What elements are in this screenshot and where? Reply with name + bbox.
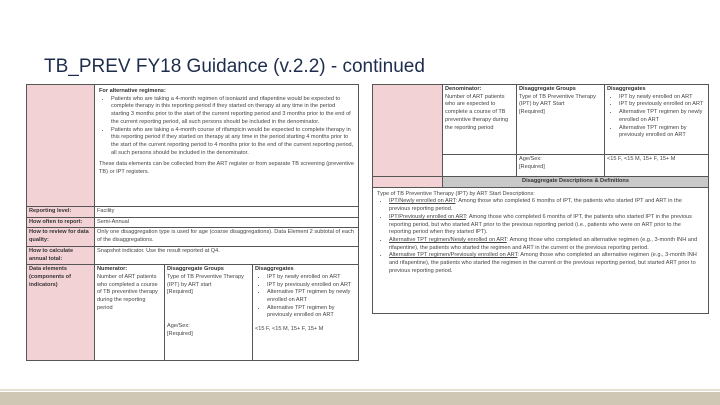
desc-header: Disaggregate Descriptions & Definitions (443, 177, 709, 188)
agesex-label: Age/Sex: (167, 323, 190, 330)
left-guidance-table (26, 84, 359, 361)
numerator-text: Number of ART patients who completed a course of TB preventive therapy during the reporting period (97, 273, 158, 311)
footer-band (0, 392, 720, 405)
age-values: <15 F, <15 M, 15+ F, 15+ M (605, 155, 709, 177)
disagg-groups-cell (517, 85, 605, 155)
row-value: Facility (95, 207, 359, 218)
row-label: How to review for data quality: (27, 228, 95, 246)
disaggregates-list: • IPT by newly enrolled on ART • IPT by previously enrolled on ART • Alternative TPT regimen by newly enrolled on ART • Alternative TPT regimen by previously enrolled on ART (255, 274, 356, 320)
disagg-groups-cell (165, 265, 253, 361)
required-tag: [Required] (519, 163, 545, 170)
agesex-label: Age/Sex: (519, 156, 542, 162)
right-guidance-table (372, 84, 709, 314)
age-values: <15 F, <15 M, 15+ F, 15+ M (255, 326, 324, 333)
required-tag: [Required] (167, 330, 193, 337)
row-value: Semi-Annual (95, 217, 359, 228)
row-value: Snapshot indicator. Use the result reported at Q4. (95, 246, 359, 264)
pink-label-cell (27, 85, 95, 207)
alt-heading: For alternative regimens: (99, 88, 166, 94)
desc-list (377, 198, 704, 275)
denominator-cell (443, 85, 517, 155)
desc-item: • Alternative TPT regimen/Newly enrolled on ART: Among those who completed an alternative regimen (e.g., 3-month INH and rifapentine), the patients who started the regimen and ART in the current or the previous reporting period. (389, 237, 704, 252)
collect-note: These data elements can be collected from the ART register or from separate TB screening (preventive TB) or IPT registers. (99, 161, 354, 176)
empty-cell (443, 155, 517, 177)
row-value: Only one disaggregation type is used for age (coarse disaggregations). Data Element 2 subtotal of each of the disaggregations. (95, 228, 359, 246)
alt-bullet: • Patients who are taking a 4-month regimen of isoniazid and rifapentine would be expected to complete therapy in this reporting period if they started on therapy at any time in the period starting 3 months prior to the start of the current reporting period and 3 months prior to the end of the current reporting period, all such persons should be included in the denominator. (111, 96, 354, 127)
alt-bullet: • Patients who are taking a 4-month course of rifampicin would be expected to complete therapy in this reporting period if they started on therapy at any time in the period starting 4 months prior to the start of the current reporting period to 4 months prior to the end of the current reporting period, all such persons should be included in the denominator. (111, 127, 354, 158)
disaggregates-cell (253, 265, 359, 361)
desc-item: • Alternative TPT regimen/Previously enrolled on ART: Among those who completed an alternative regimen (e.g., 3-month INH and rifapentine), the patients who started the regimen in the current or the previous reporting period, but started ART prior to previous reporting period. (389, 252, 704, 275)
agesex-cell (517, 155, 605, 177)
row-label: How to calculate annual total: (27, 246, 95, 264)
required-tag: [Required] (519, 109, 545, 116)
slide-title: TB_PREV FY18 Guidance (v.2.2) - continued (44, 56, 425, 77)
desc-intro: Type of TB Preventive Therapy (IPT) by ART Start Descriptions: (377, 190, 535, 197)
pink-label-cell (373, 85, 443, 177)
footer-line (0, 389, 720, 391)
disagg-groups-header: Disaggregate Groups (519, 86, 576, 92)
desc-item: • IPT/Previously enrolled on ART: Among those who completed 6 months of IPT, the patients who started IPT in the previous reporting period, but who started ART prior to the previous reporting period (i.e., patients who were on ART prior to the reporting period when they started IPT). (389, 214, 704, 237)
disagg-groups-header: Disaggregate Groups (167, 266, 224, 273)
desc-cell (373, 187, 709, 313)
disaggregates-list: • IPT by newly enrolled on ART • IPT by previously enrolled on ART • Alternative TPT regimen by newly enrolled on ART • Alternative TPT regimen by previously enrolled on ART (607, 94, 706, 140)
desc-item: • IPT/Newly enrolled on ART: Among those who completed 6 months of IPT, the patients who started IPT and ART in the previous reporting period. (389, 198, 704, 213)
required-tag: [Required] (167, 289, 193, 296)
numerator-cell (95, 265, 165, 361)
numerator-header: Numerator: (97, 266, 128, 273)
disaggregates-cell (605, 85, 709, 155)
row-label: How often to report: (27, 217, 95, 228)
disaggregates-header: Disaggregates (607, 86, 646, 92)
row-label: Reporting level: (27, 207, 95, 218)
disaggregates-header: Disaggregates (255, 266, 294, 273)
alt-bullet-list (99, 96, 354, 158)
data-elements-label: Data elements (components of indicators) (27, 265, 95, 361)
alt-regimens-cell (95, 85, 359, 207)
pink-spacer (373, 177, 443, 188)
disagg-groups-text: Type of TB Preventive Therapy (IPT) by ART start (167, 273, 244, 288)
denominator-header: Denominator: (445, 86, 482, 92)
denominator-text: Number of ART patients who are expected to complete a course of TB preventive therapy during the reporting period (445, 93, 509, 131)
disagg-groups-text: Type of TB Preventive Therapy (IPT) by ART Start (519, 93, 596, 108)
